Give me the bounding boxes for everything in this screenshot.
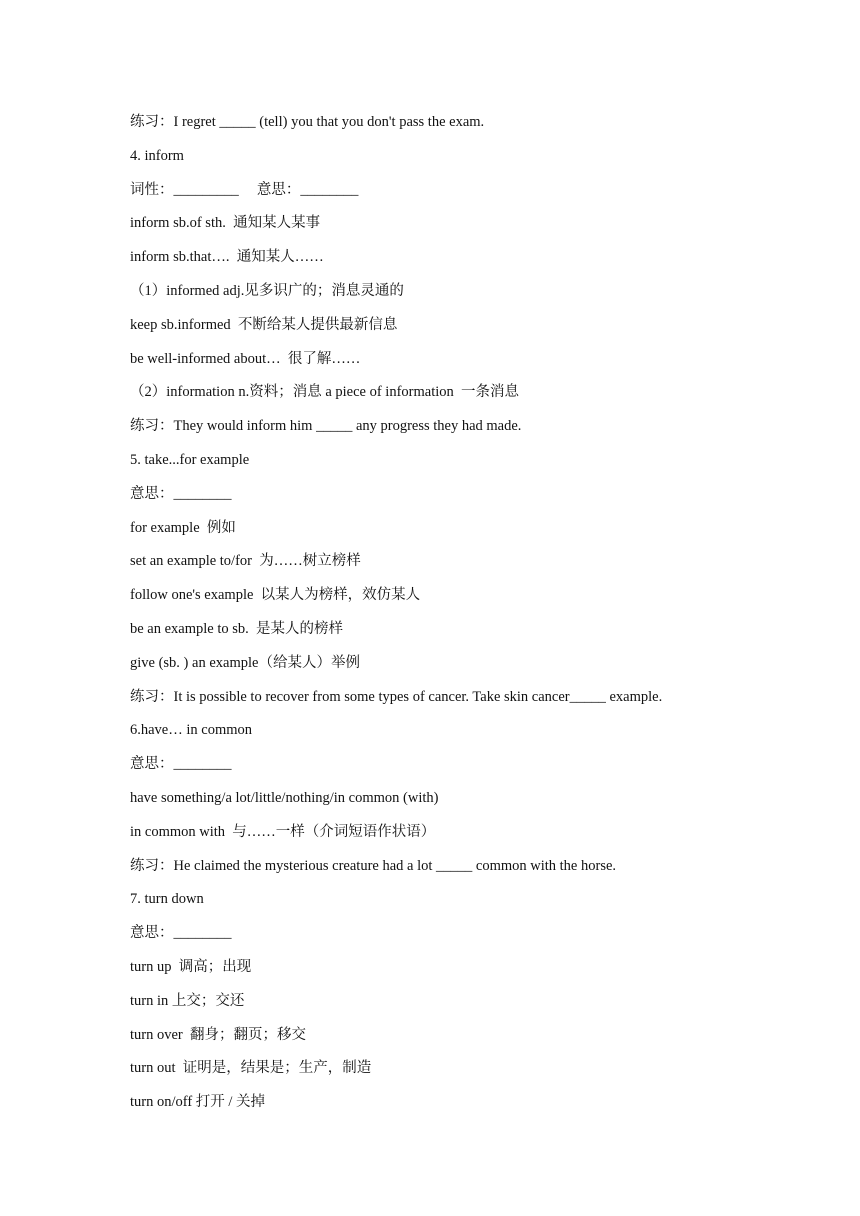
phrase-line: （1）informed adj.见多识广的；消息灵通的: [130, 282, 404, 299]
section-heading: 6.have… in common: [130, 722, 253, 739]
phrase-line: turn in 上交；交还: [130, 992, 245, 1009]
phrase-line: （2）information n.资料；消息 a piece of information 一条消息: [130, 384, 520, 401]
blank-prompt: 词性：_________ 意思：________: [130, 181, 359, 198]
phrase-line: have something/a lot/little/nothing/in common (with): [130, 789, 439, 806]
document-body: [130, 112, 750, 1126]
exercise-line: 练习：He claimed the mysterious creature had a lot _____ common with the horse.: [130, 857, 617, 874]
phrase-line: turn on/off 打开 / 关掉: [130, 1094, 266, 1111]
exercise-line: 练习：They would inform him _____ any progress they had made.: [130, 418, 522, 435]
phrase-line: be an example to sb. 是某人的榜样: [130, 620, 344, 637]
phrase-line: for example 例如: [130, 519, 236, 536]
phrase-line: turn over 翻身；翻页；移交: [130, 1026, 306, 1043]
phrase-line: be well-informed about… 很了解……: [130, 350, 361, 367]
section-heading: 4. inform: [130, 147, 184, 164]
exercise-line: 练习：It is possible to recover from some types of cancer. Take skin cancer_____ example.: [130, 688, 663, 705]
phrase-line: turn out 证明是，结果是；生产，制造: [130, 1060, 372, 1077]
blank-prompt: 意思：________: [130, 756, 232, 773]
blank-prompt: 意思：________: [130, 485, 232, 502]
phrase-line: inform sb.of sth. 通知某人某事: [130, 215, 321, 232]
phrase-line: give (sb. ) an example（给某人）举例: [130, 654, 360, 671]
phrase-line: inform sb.that…. 通知某人……: [130, 249, 324, 266]
phrase-line: keep sb.informed 不断给某人提供最新信息: [130, 316, 398, 333]
phrase-line: in common with 与……一样（介词短语作状语）: [130, 823, 436, 840]
blank-prompt: 意思：________: [130, 925, 232, 942]
section-heading: 5. take...for example: [130, 451, 250, 468]
phrase-line: turn up 调高；出现: [130, 958, 252, 975]
phrase-line: set an example to/for 为……树立榜样: [130, 553, 361, 570]
section-heading: 7. turn down: [130, 891, 204, 908]
phrase-line: follow one's example 以某人为榜样，效仿某人: [130, 587, 421, 604]
exercise-line: 练习：I regret _____ (tell) you that you don't pass the exam.: [130, 114, 485, 130]
